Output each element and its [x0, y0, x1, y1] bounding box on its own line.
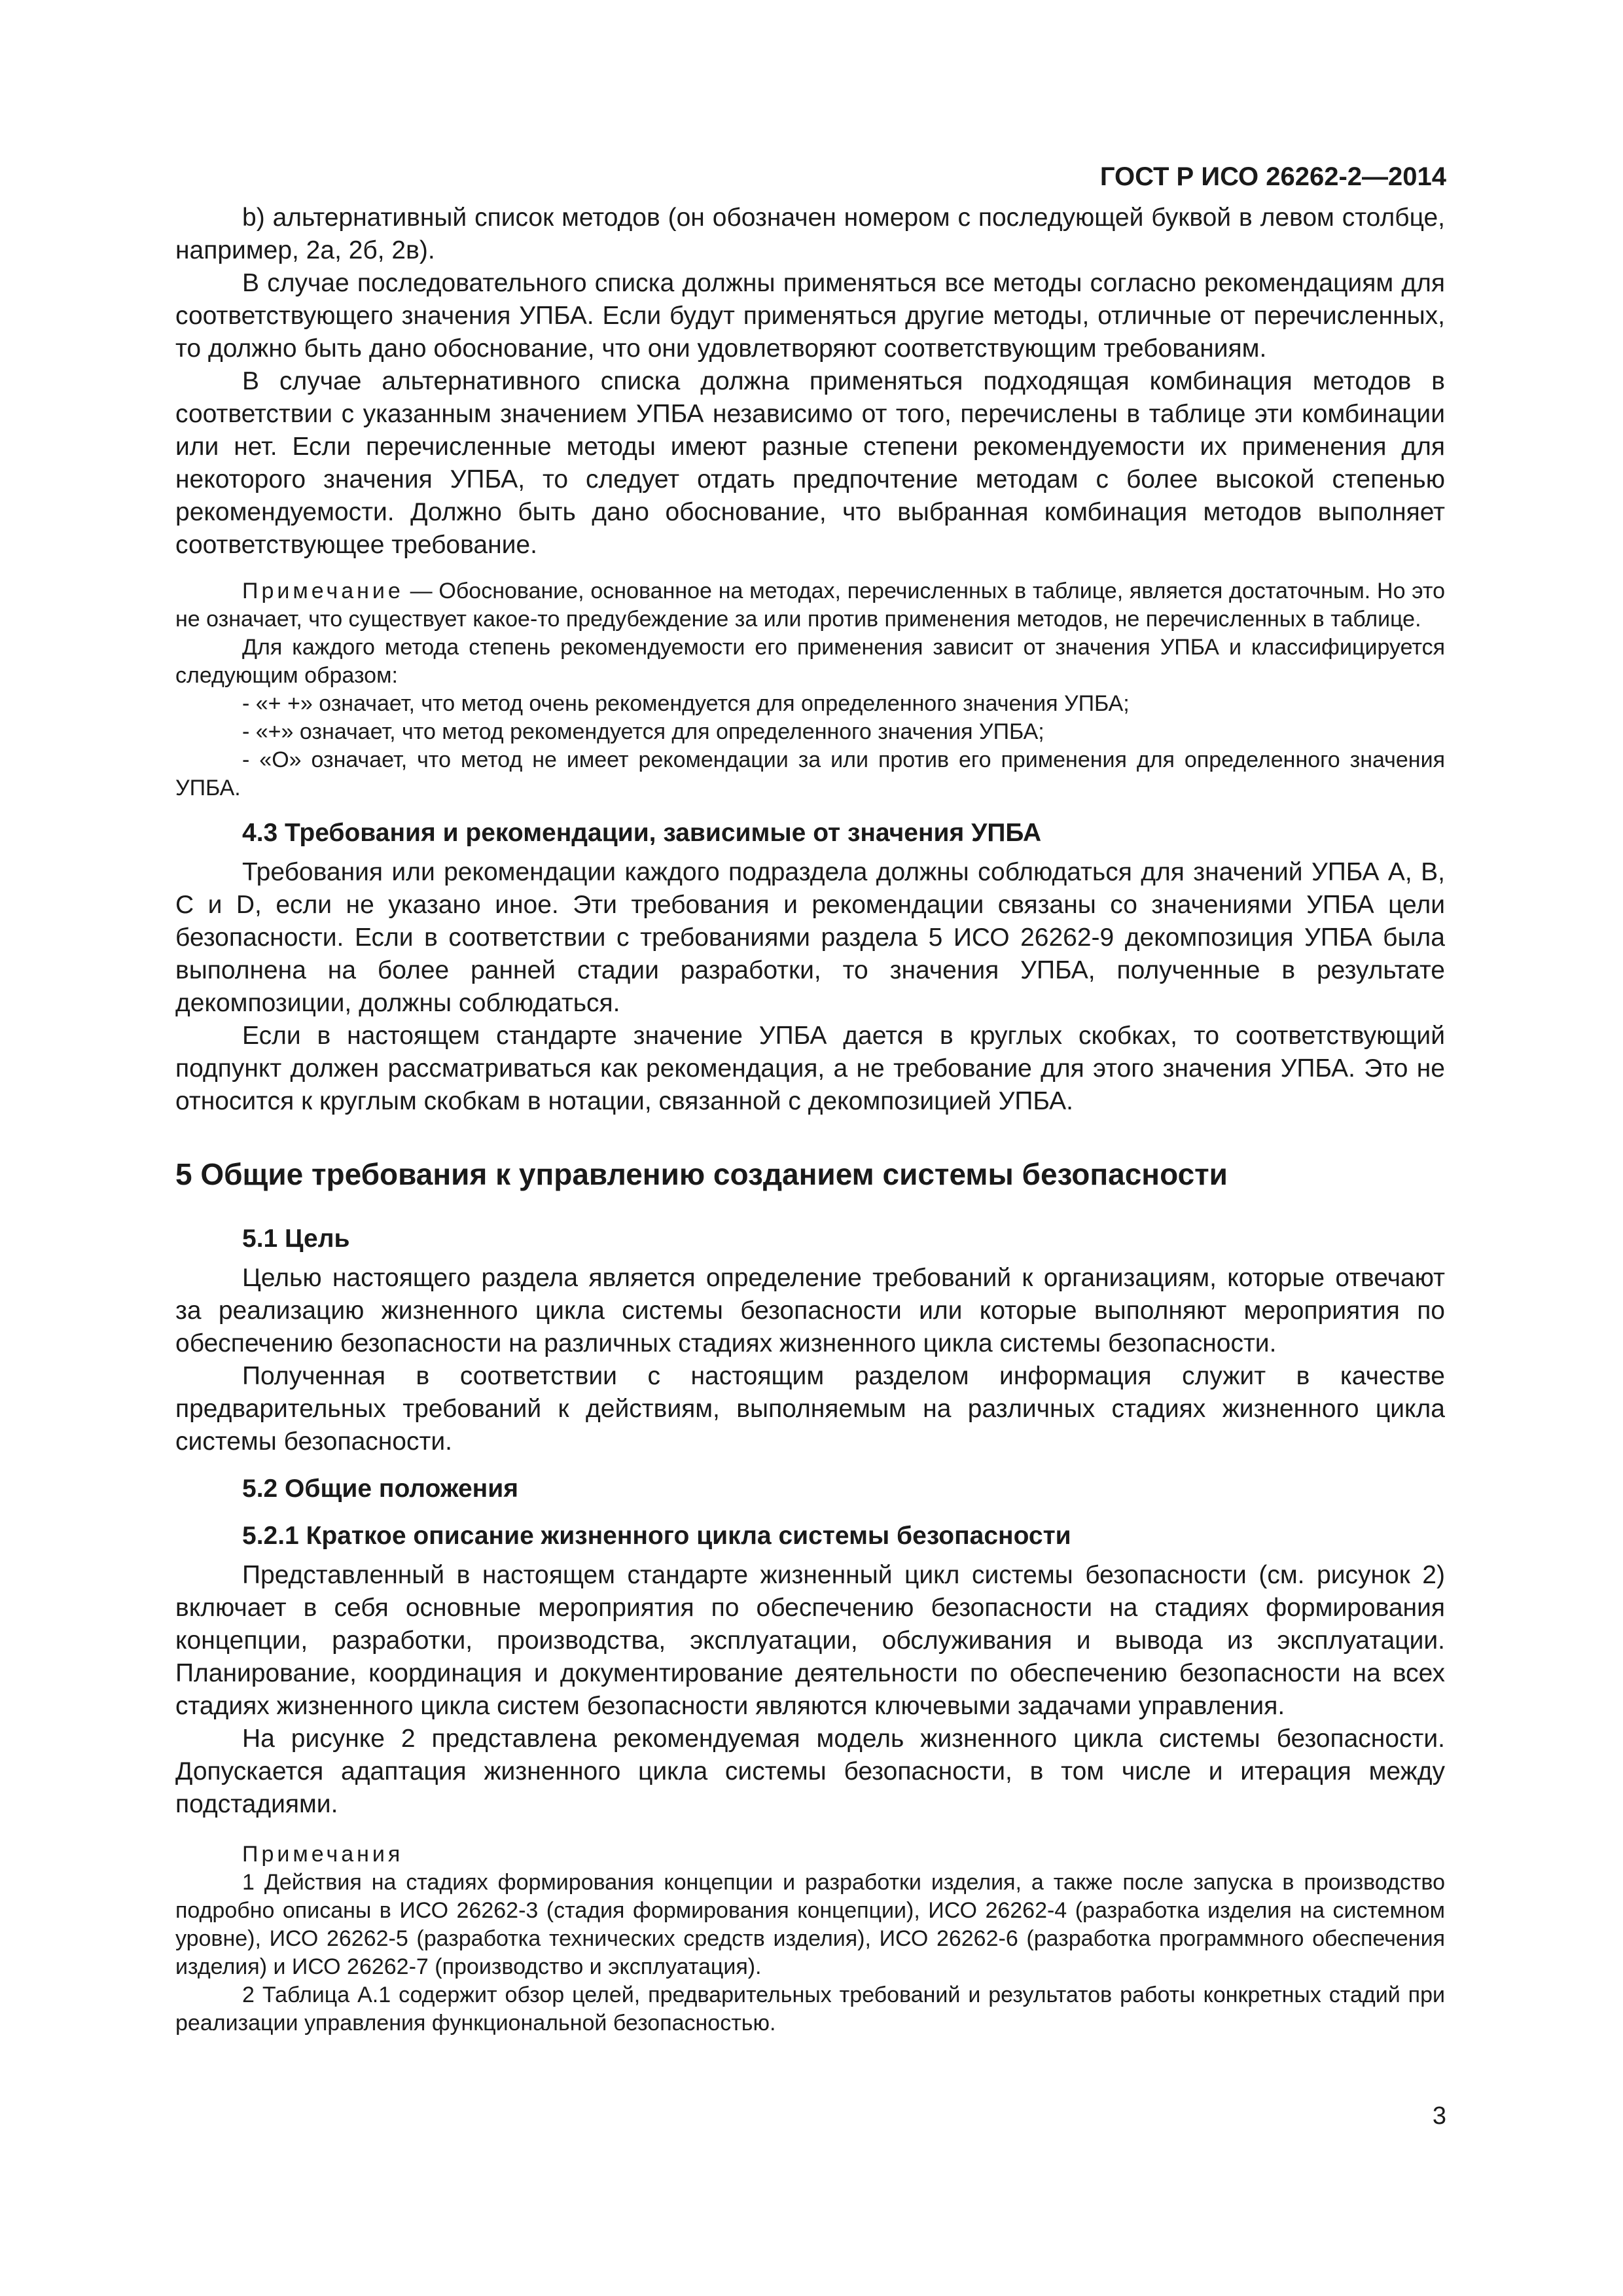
heading-section-5: 5 Общие требования к управлению созданием системы безопасности [175, 1157, 1228, 1191]
paragraph-5-2-1-1: Представленный в настоящем стандарте жизненный цикл системы безопасности (см. рисунок 2) включает в себя основные мероприятия по обеспечению безопасности на стадиях формирования концепции, разработки, производства, эксплуатации, обслуживания и вывода из эксплуатации. Планирование, координация и документирование деятельности по обеспечению безопасности на всех стадиях жизненного цикла систем безопасности являются ключевыми задачами управления. [175, 1561, 1445, 1720]
paragraph-5-1-2: Полученная в соответствии с настоящим разделом информация служит в качестве предварительных требований к действиям, выполняемым на различных стадиях жизненного цикла системы безопасности. [175, 1362, 1445, 1456]
page-number: 3 [1432, 2102, 1446, 2130]
heading-5-1: 5.1 Цель [242, 1225, 350, 1253]
note-list-item: - «+ +» означает, что метод очень рекомендуется для определенного значения УПБА; [242, 691, 1130, 716]
paragraph-4-3-1: Требования или рекомендации каждого подраздела должны соблюдаться для значений УПБА А, В, С и D, если не указано иное. Эти требования и рекомендации связаны со значениями УПБА цели безопасности. Если в соответствии с требованиями раздела 5 ИСО 26262-9 декомпозиция УПБА была выполнена на более ранней стадии разработки, то значения УПБА, полученные в результате декомпозиции, должны соблюдаться. [175, 858, 1445, 1017]
paragraph-alternative-case: В случае альтернативного списка должна применяться подходящая комбинация методов в соответствии с указанным значением УПБА независимо от того, перечислены в таблице эти комбинации или нет. Если перечисленные методы имеют разные степени рекомендуемости их применения для некоторого значения УПБА, то следует отдать предпочтение методам с более высокой степенью рекомендуемости. Должно быть дано обоснование, что выбранная комбинация методов выполняет соответствующее требование. [175, 367, 1445, 559]
paragraph-sequential-case: В случае последовательного списка должны применяться все методы согласно рекомендациям для соответствующего значения УПБА. Если будут применяться другие методы, отличные от перечисленных, то должно быть дано обоснование, что они удовлетворяют соответствующим требованиям. [175, 269, 1445, 363]
paragraph-alternative-list: b) альтернативный список методов (он обозначен номером с последующей буквой в левом столбце, например, 2а, 2б, 2в). [175, 204, 1445, 264]
heading-5-2: 5.2 Общие положения [242, 1475, 518, 1503]
note-classification: Для каждого метода степень рекомендуемости его применения зависит от значения УПБА и классифицируется следующим образом: [175, 635, 1445, 688]
note-list-item: - «+» означает, что метод рекомендуется для определенного значения УПБА; [242, 719, 1044, 744]
document-header: ГОСТ Р ИСО 26262-2—2014 [1099, 162, 1446, 191]
paragraph-4-3-2: Если в настоящем стандарте значение УПБА дается в круглых скобках, то соответствующий подпункт должен рассматриваться как рекомендация, а не требование для этого значения УПБА. Это не относится к круглым скобкам в нотации, связанной с декомпозицией УПБА. [175, 1022, 1445, 1115]
note-item-1: 1 Действия на стадиях формирования концепции и разработки изделия, а также после запуска в производство подробно описаны в ИСО 26262-3 (стадия формирования концепции), ИСО 26262-4 (разработка изделия на системном уровне), ИСО 26262-5 (разработка технических средств изделия), ИСО 26262-6 (разработка программного обеспечения изделия) и ИСО 26262-7 (производство и эксплуатация). [175, 1870, 1445, 1979]
note-justification [175, 577, 1445, 634]
heading-5-2-1: 5.2.1 Краткое описание жизненного цикла системы безопасности [242, 1522, 1071, 1550]
notes-label: Примечания [242, 1842, 404, 1867]
note-item-2: 2 Таблица А.1 содержит обзор целей, предварительных требований и результатов работы конкретных стадий при реализации управления функциональной безопасностью. [175, 1982, 1445, 2036]
note-label: Примечание [242, 579, 404, 603]
note-list-item: - «О» означает, что метод не имеет рекомендации за или против его применения для определенного значения УПБА. [175, 747, 1445, 800]
page-content [175, 202, 1445, 2037]
note-text: — Обоснование, основанное на методах, перечисленных в таблице, является достаточным. Но это не означает, что существует какое-то предубеждение за или против применения методов, не перечисленных в таблице. [175, 579, 1445, 632]
paragraph-5-1-1: Целью настоящего раздела является определение требований к организациям, которые отвечают за реализацию жизненного цикла системы безопасности или которые выполняют мероприятия по обеспечению безопасности на различных стадиях жизненного цикла системы безопасности. [175, 1264, 1445, 1357]
paragraph-5-2-1-2: На рисунке 2 представлена рекомендуемая модель жизненного цикла системы безопасности. Допускается адаптация жизненного цикла системы безопасности, в том числе и итерация между подстадиями. [175, 1725, 1445, 1818]
heading-4-3: 4.3 Требования и рекомендации, зависимые от значения УПБА [242, 819, 1042, 847]
